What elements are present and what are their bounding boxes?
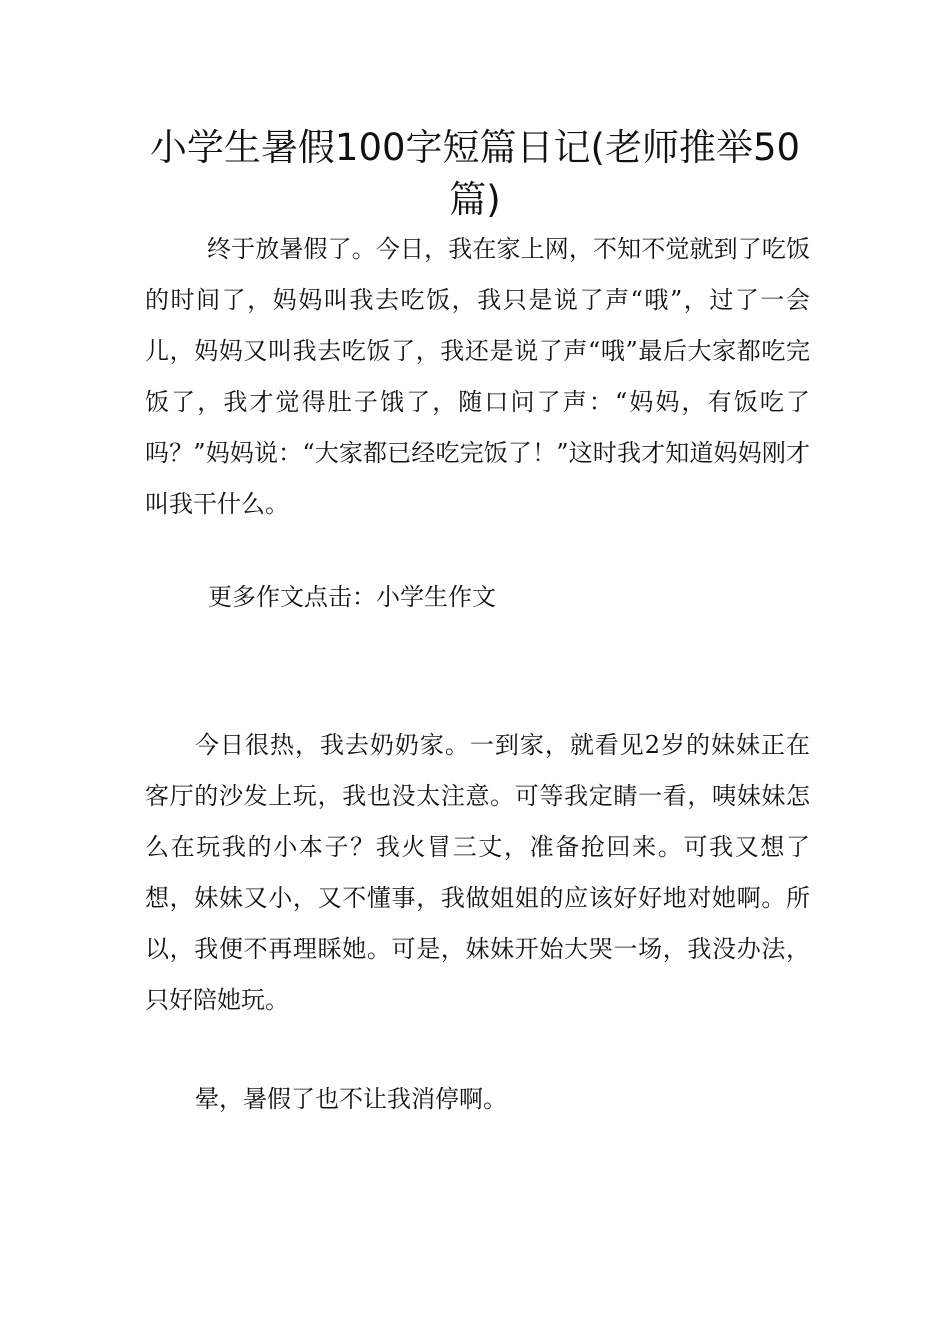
paragraph-dinner: 终于放暑假了。今日，我在家上网，不知不觉就到了吃饭的时间了，妈妈叫我去吃饭，我只是说了声“哦”，过了一会儿，妈妈又叫我去吃饭了，我还是说了声“哦”最后大家都吃完饭了，我才觉得肚子饿了，随口问了声：“妈妈，有饭吃了吗？”妈妈说：“大家都已经吃完饭了！”这时我才知道妈妈刚才叫我干什么。 <box>145 235 810 518</box>
paragraph-closing: 晕，暑假了也不让我消停啊。 <box>195 1085 507 1113</box>
document-title: 小学生暑假100字短篇日记(老师推举50篇) <box>149 126 801 221</box>
paragraph-grandma-visit: 今日很热，我去奶奶家。一到家，就看见2岁的妹妹正在客厅的沙发上玩，我也没太注意。可等我定睛一看，咦妹妹怎么在玩我的小本子？我火冒三丈，准备抢回来。可我又想了想，妹妹又小，又不懂事，我做姐姐的应该好好地对她啊。所以，我便不再理睬她。可是，妹妹开始大哭一场，我没办法，只好陪她玩。 <box>145 731 810 1014</box>
more-essays-link-text: 更多作文点击：小学生作文 <box>208 583 496 611</box>
